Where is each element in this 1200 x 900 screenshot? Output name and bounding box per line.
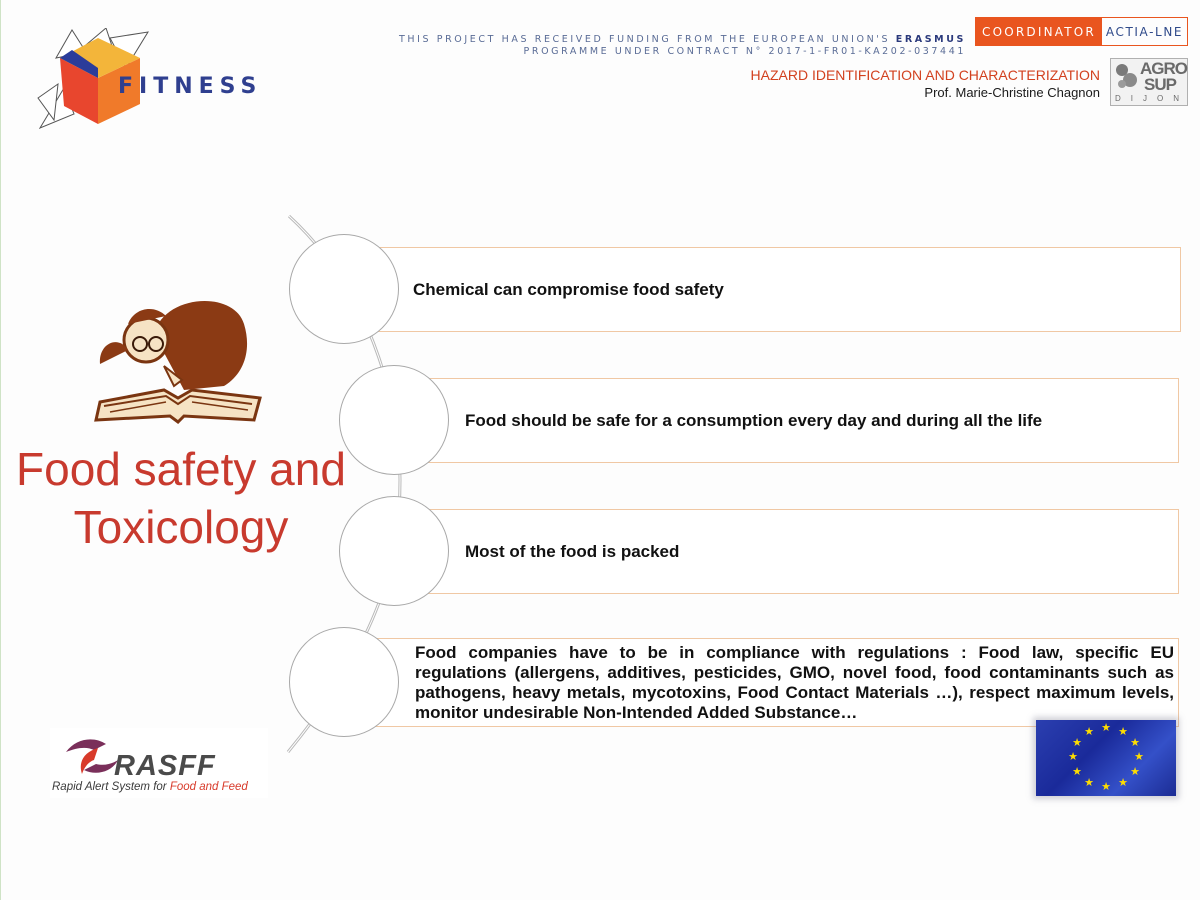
step-circle-1: [289, 234, 399, 344]
author-name: Prof. Marie-Christine Chagnon: [924, 85, 1100, 100]
agrosup-line3: DIJON: [1115, 94, 1189, 103]
step-box-4: [370, 638, 1179, 727]
svg-text:★: ★: [1084, 776, 1094, 789]
step-text-1: Chemical can compromise food safety: [413, 279, 724, 299]
svg-text:★: ★: [1134, 750, 1144, 763]
page-title-line1: Food safety and: [16, 443, 346, 495]
step-circle-4: [289, 627, 399, 737]
step-text-2: Food should be safe for a consumption every day and during all the life: [465, 410, 1043, 430]
step-circle-3: [339, 496, 449, 606]
eu-stars-icon: [1036, 720, 1176, 796]
svg-text:★: ★: [1072, 736, 1082, 749]
svg-text:★: ★: [1101, 780, 1111, 793]
rasff-emblem-icon: [64, 734, 120, 778]
rasff-subtitle-prefix: Rapid Alert System for: [52, 781, 170, 793]
step-circle-2: [339, 365, 449, 475]
step-text-4: Food companies have to be in compliance with regulations : Food law, specific EU regulations (allergens, additives, pesticides, GMO, novel food, food contaminants such as pathogens, heavy metals, mycotoxins, Food Contact Materials …), respect maximum levels, monitor undesirable Non-Intended Added Substance…: [415, 642, 1174, 722]
step-text-3: Most of the food is packed: [465, 541, 680, 561]
svg-text:★: ★: [1072, 765, 1082, 778]
erasmus-label: ERASMUS: [895, 34, 966, 45]
rasff-wordmark: RASFF: [114, 750, 216, 782]
agrosup-line2: SUP: [1144, 75, 1176, 94]
rasff-logo: [50, 728, 268, 798]
fitness-wordmark: FITNESS: [118, 74, 263, 99]
section-title: HAZARD IDENTIFICATION AND CHARACTERIZATION: [750, 67, 1100, 83]
rasff-subtitle-accent: Food and Feed: [169, 781, 248, 793]
coordinator-value: ACTIA-LNE: [1105, 24, 1184, 39]
rasff-subtitle: [52, 781, 248, 793]
page-title-line2: Toxicology: [73, 501, 289, 553]
svg-text:★: ★: [1101, 721, 1111, 734]
svg-text:★: ★: [1118, 725, 1128, 738]
step-box-3: [420, 509, 1179, 594]
step-box-1: [370, 247, 1181, 332]
svg-text:★: ★: [1084, 725, 1094, 738]
svg-text:★: ★: [1068, 750, 1078, 763]
svg-text:★: ★: [1118, 776, 1128, 789]
eu-flag: [1036, 720, 1176, 796]
agrosup-line1: AGRO: [1140, 59, 1187, 78]
svg-text:★: ★: [1130, 736, 1140, 749]
coordinator-label: COORDINATOR: [976, 18, 1102, 45]
funding-line2: PROGRAMME UNDER CONTRACT N° 2017-1-FR01-KA202-037441: [523, 46, 966, 57]
step-box-2: [420, 378, 1179, 463]
svg-text:★: ★: [1130, 765, 1140, 778]
funding-line1: THIS PROJECT HAS RECEIVED FUNDING FROM THE EUROPEAN UNION'S: [398, 34, 891, 45]
